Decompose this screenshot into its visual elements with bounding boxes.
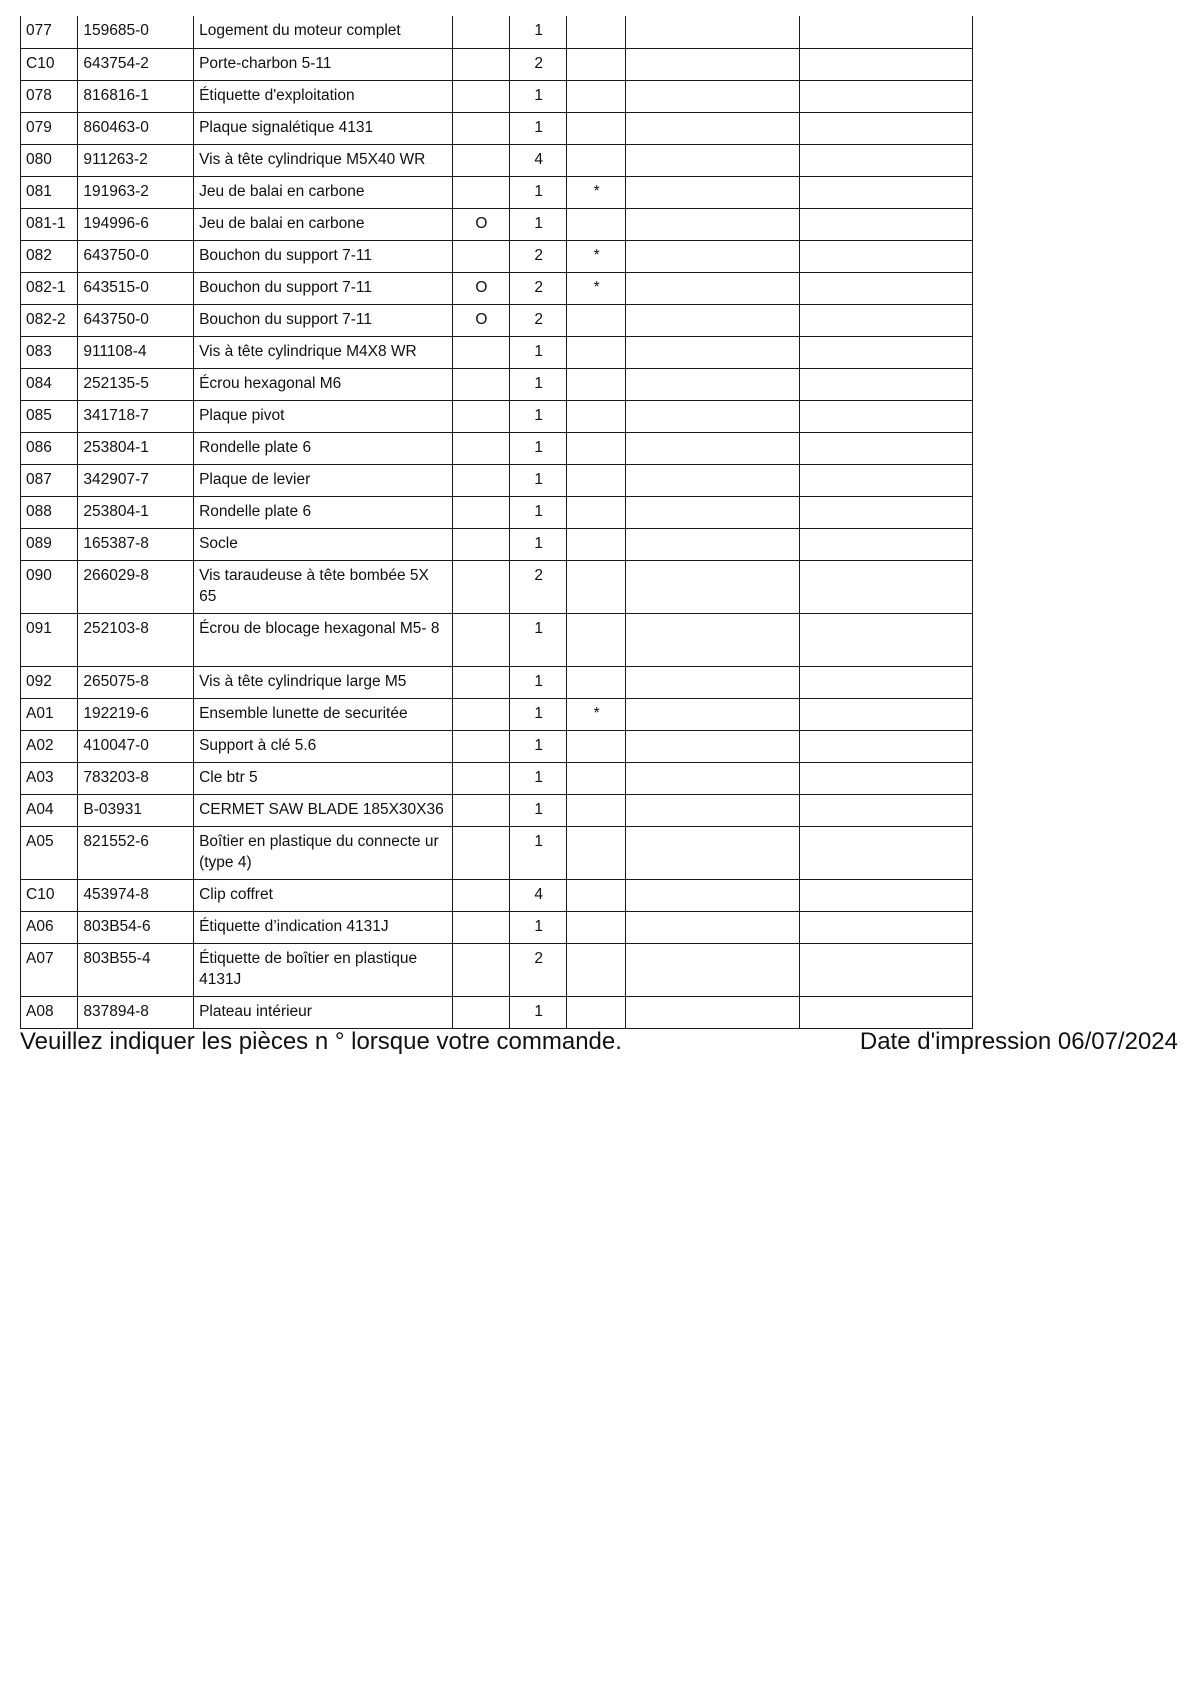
note-flag-cell	[567, 730, 625, 762]
blank-cell-1	[625, 911, 799, 943]
quantity-cell: 1	[510, 911, 567, 943]
parts-table-body	[21, 16, 973, 1028]
blank-cell-1	[625, 272, 799, 304]
description-cell: Plaque pivot	[194, 400, 453, 432]
note-flag-cell	[567, 613, 625, 666]
blank-cell-1	[625, 240, 799, 272]
item-number-cell: A07	[21, 943, 78, 996]
option-mark-cell: O	[452, 304, 509, 336]
blank-cell-1	[625, 400, 799, 432]
blank-cell-1	[625, 80, 799, 112]
table-row	[21, 80, 973, 112]
item-number-cell: 090	[21, 560, 78, 613]
option-mark-cell	[452, 432, 509, 464]
option-mark-cell: O	[452, 272, 509, 304]
description-cell: Ensemble lunette de securitée	[194, 698, 453, 730]
option-mark-cell	[452, 528, 509, 560]
description-cell: Bouchon du support 7-11	[194, 272, 453, 304]
note-flag-cell	[567, 943, 625, 996]
part-number-cell: 192219-6	[78, 698, 194, 730]
blank-cell-2	[799, 112, 972, 144]
table-row	[21, 528, 973, 560]
blank-cell-2	[799, 400, 972, 432]
description-cell: Vis taraudeuse à tête bombée 5X 65	[194, 560, 453, 613]
parts-table	[20, 16, 973, 1029]
note-flag-cell: *	[567, 698, 625, 730]
quantity-cell: 2	[510, 272, 567, 304]
blank-cell-1	[625, 496, 799, 528]
blank-cell-1	[625, 560, 799, 613]
option-mark-cell	[452, 16, 509, 48]
item-number-cell: A05	[21, 826, 78, 879]
option-mark-cell	[452, 996, 509, 1028]
part-number-cell: 252135-5	[78, 368, 194, 400]
blank-cell-2	[799, 666, 972, 698]
part-number-cell: 194996-6	[78, 208, 194, 240]
blank-cell-2	[799, 464, 972, 496]
blank-cell-1	[625, 528, 799, 560]
description-cell: Étiquette d’indication 4131J	[194, 911, 453, 943]
part-number-cell: 643754-2	[78, 48, 194, 80]
note-flag-cell	[567, 112, 625, 144]
part-number-cell: 159685-0	[78, 16, 194, 48]
description-cell: Porte-charbon 5-11	[194, 48, 453, 80]
part-number-cell: 253804-1	[78, 496, 194, 528]
option-mark-cell	[452, 911, 509, 943]
note-flag-cell: *	[567, 240, 625, 272]
part-number-cell: B-03931	[78, 794, 194, 826]
part-number-cell: 643750-0	[78, 240, 194, 272]
table-row	[21, 112, 973, 144]
quantity-cell: 1	[510, 464, 567, 496]
quantity-cell: 1	[510, 112, 567, 144]
part-number-cell: 410047-0	[78, 730, 194, 762]
item-number-cell: 092	[21, 666, 78, 698]
part-number-cell: 265075-8	[78, 666, 194, 698]
blank-cell-2	[799, 16, 972, 48]
note-flag-cell	[567, 48, 625, 80]
note-flag-cell	[567, 368, 625, 400]
blank-cell-2	[799, 879, 972, 911]
description-cell: Rondelle plate 6	[194, 432, 453, 464]
table-row	[21, 144, 973, 176]
blank-cell-2	[799, 528, 972, 560]
part-number-cell: 252103-8	[78, 613, 194, 666]
description-cell: Vis à tête cylindrique large M5	[194, 666, 453, 698]
table-row	[21, 272, 973, 304]
table-row	[21, 730, 973, 762]
quantity-cell: 1	[510, 794, 567, 826]
quantity-cell: 1	[510, 432, 567, 464]
description-cell: Boîtier en plastique du connecte ur (type 4)	[194, 826, 453, 879]
blank-cell-1	[625, 176, 799, 208]
quantity-cell: 1	[510, 16, 567, 48]
table-row	[21, 698, 973, 730]
part-number-cell: 643750-0	[78, 304, 194, 336]
item-number-cell: 081	[21, 176, 78, 208]
part-number-cell: 453974-8	[78, 879, 194, 911]
blank-cell-2	[799, 368, 972, 400]
blank-cell-2	[799, 208, 972, 240]
option-mark-cell	[452, 240, 509, 272]
description-cell: Plateau intérieur	[194, 996, 453, 1028]
option-mark-cell	[452, 48, 509, 80]
item-number-cell: C10	[21, 879, 78, 911]
note-flag-cell	[567, 560, 625, 613]
note-flag-cell	[567, 16, 625, 48]
note-flag-cell	[567, 208, 625, 240]
blank-cell-1	[625, 48, 799, 80]
note-flag-cell: *	[567, 272, 625, 304]
table-row	[21, 496, 973, 528]
quantity-cell: 1	[510, 698, 567, 730]
part-number-cell: 911108-4	[78, 336, 194, 368]
note-flag-cell	[567, 666, 625, 698]
item-number-cell: C10	[21, 48, 78, 80]
description-cell: Plaque de levier	[194, 464, 453, 496]
item-number-cell: 084	[21, 368, 78, 400]
order-instruction-note: Veuillez indiquer les pièces n ° lorsque votre commande.	[20, 1028, 622, 1055]
blank-cell-1	[625, 144, 799, 176]
quantity-cell: 1	[510, 336, 567, 368]
part-number-cell: 816816-1	[78, 80, 194, 112]
description-cell: Bouchon du support 7-11	[194, 304, 453, 336]
quantity-cell: 1	[510, 496, 567, 528]
item-number-cell: A04	[21, 794, 78, 826]
option-mark-cell	[452, 144, 509, 176]
table-row	[21, 16, 973, 48]
item-number-cell: A08	[21, 996, 78, 1028]
quantity-cell: 2	[510, 48, 567, 80]
description-cell: Clip coffret	[194, 879, 453, 911]
option-mark-cell: O	[452, 208, 509, 240]
description-cell: Écrou hexagonal M6	[194, 368, 453, 400]
option-mark-cell	[452, 560, 509, 613]
note-flag-cell	[567, 304, 625, 336]
description-cell: Écrou de blocage hexagonal M5- 8	[194, 613, 453, 666]
blank-cell-1	[625, 794, 799, 826]
part-number-cell: 342907-7	[78, 464, 194, 496]
quantity-cell: 1	[510, 996, 567, 1028]
table-row	[21, 48, 973, 80]
option-mark-cell	[452, 336, 509, 368]
blank-cell-2	[799, 943, 972, 996]
quantity-cell: 2	[510, 560, 567, 613]
item-number-cell: 081-1	[21, 208, 78, 240]
part-number-cell: 837894-8	[78, 996, 194, 1028]
quantity-cell: 1	[510, 666, 567, 698]
item-number-cell: 080	[21, 144, 78, 176]
option-mark-cell	[452, 794, 509, 826]
table-row	[21, 240, 973, 272]
quantity-cell: 4	[510, 144, 567, 176]
note-flag-cell	[567, 432, 625, 464]
blank-cell-1	[625, 16, 799, 48]
table-row	[21, 911, 973, 943]
table-row	[21, 304, 973, 336]
note-flag-cell	[567, 464, 625, 496]
blank-cell-1	[625, 336, 799, 368]
quantity-cell: 1	[510, 176, 567, 208]
item-number-cell: 087	[21, 464, 78, 496]
table-row	[21, 400, 973, 432]
quantity-cell: 2	[510, 240, 567, 272]
part-number-cell: 253804-1	[78, 432, 194, 464]
item-number-cell: 078	[21, 80, 78, 112]
blank-cell-2	[799, 48, 972, 80]
table-row	[21, 613, 973, 666]
part-number-cell: 165387-8	[78, 528, 194, 560]
blank-cell-1	[625, 432, 799, 464]
item-number-cell: 077	[21, 16, 78, 48]
note-flag-cell	[567, 996, 625, 1028]
table-row	[21, 368, 973, 400]
note-flag-cell	[567, 400, 625, 432]
table-row	[21, 432, 973, 464]
description-cell: Jeu de balai en carbone	[194, 208, 453, 240]
blank-cell-1	[625, 368, 799, 400]
part-number-cell: 803B54-6	[78, 911, 194, 943]
note-flag-cell	[567, 336, 625, 368]
description-cell: Rondelle plate 6	[194, 496, 453, 528]
description-cell: Vis à tête cylindrique M5X40 WR	[194, 144, 453, 176]
part-number-cell: 783203-8	[78, 762, 194, 794]
blank-cell-2	[799, 336, 972, 368]
blank-cell-2	[799, 613, 972, 666]
description-cell: Vis à tête cylindrique M4X8 WR	[194, 336, 453, 368]
note-flag-cell	[567, 80, 625, 112]
item-number-cell: 082-1	[21, 272, 78, 304]
part-number-cell: 803B55-4	[78, 943, 194, 996]
blank-cell-2	[799, 176, 972, 208]
item-number-cell: 079	[21, 112, 78, 144]
blank-cell-2	[799, 826, 972, 879]
blank-cell-1	[625, 879, 799, 911]
option-mark-cell	[452, 879, 509, 911]
blank-cell-1	[625, 996, 799, 1028]
table-row	[21, 336, 973, 368]
option-mark-cell	[452, 762, 509, 794]
description-cell: Support à clé 5.6	[194, 730, 453, 762]
blank-cell-2	[799, 144, 972, 176]
description-cell: Logement du moteur complet	[194, 16, 453, 48]
description-cell: Socle	[194, 528, 453, 560]
option-mark-cell	[452, 826, 509, 879]
blank-cell-1	[625, 943, 799, 996]
description-cell: CERMET SAW BLADE 185X30X36	[194, 794, 453, 826]
quantity-cell: 1	[510, 80, 567, 112]
description-cell: Plaque signalétique 4131	[194, 112, 453, 144]
quantity-cell: 1	[510, 730, 567, 762]
option-mark-cell	[452, 400, 509, 432]
blank-cell-1	[625, 698, 799, 730]
item-number-cell: 091	[21, 613, 78, 666]
item-number-cell: 086	[21, 432, 78, 464]
item-number-cell: 085	[21, 400, 78, 432]
note-flag-cell	[567, 911, 625, 943]
table-row	[21, 666, 973, 698]
note-flag-cell	[567, 496, 625, 528]
blank-cell-2	[799, 730, 972, 762]
blank-cell-1	[625, 112, 799, 144]
blank-cell-1	[625, 208, 799, 240]
item-number-cell: 082	[21, 240, 78, 272]
item-number-cell: 089	[21, 528, 78, 560]
part-number-cell: 266029-8	[78, 560, 194, 613]
blank-cell-1	[625, 613, 799, 666]
quantity-cell: 1	[510, 208, 567, 240]
part-number-cell: 191963-2	[78, 176, 194, 208]
blank-cell-2	[799, 794, 972, 826]
option-mark-cell	[452, 613, 509, 666]
option-mark-cell	[452, 943, 509, 996]
option-mark-cell	[452, 368, 509, 400]
blank-cell-2	[799, 698, 972, 730]
description-cell: Bouchon du support 7-11	[194, 240, 453, 272]
note-flag-cell	[567, 794, 625, 826]
blank-cell-2	[799, 432, 972, 464]
part-number-cell: 341718-7	[78, 400, 194, 432]
option-mark-cell	[452, 80, 509, 112]
note-flag-cell	[567, 144, 625, 176]
quantity-cell: 4	[510, 879, 567, 911]
item-number-cell: A01	[21, 698, 78, 730]
quantity-cell: 1	[510, 613, 567, 666]
blank-cell-2	[799, 304, 972, 336]
table-row	[21, 794, 973, 826]
note-flag-cell	[567, 879, 625, 911]
blank-cell-2	[799, 996, 972, 1028]
blank-cell-1	[625, 464, 799, 496]
table-row	[21, 996, 973, 1028]
table-row	[21, 560, 973, 613]
item-number-cell: A06	[21, 911, 78, 943]
table-row	[21, 879, 973, 911]
blank-cell-2	[799, 560, 972, 613]
option-mark-cell	[452, 112, 509, 144]
quantity-cell: 2	[510, 304, 567, 336]
part-number-cell: 860463-0	[78, 112, 194, 144]
blank-cell-1	[625, 762, 799, 794]
description-cell: Jeu de balai en carbone	[194, 176, 453, 208]
item-number-cell: A02	[21, 730, 78, 762]
item-number-cell: 088	[21, 496, 78, 528]
item-number-cell: 082-2	[21, 304, 78, 336]
quantity-cell: 1	[510, 400, 567, 432]
blank-cell-2	[799, 80, 972, 112]
blank-cell-2	[799, 911, 972, 943]
blank-cell-1	[625, 730, 799, 762]
table-row	[21, 943, 973, 996]
option-mark-cell	[452, 176, 509, 208]
part-number-cell: 911263-2	[78, 144, 194, 176]
print-date: Date d'impression 06/07/2024	[859, 1028, 1178, 1055]
description-cell: Étiquette d'exploitation	[194, 80, 453, 112]
quantity-cell: 1	[510, 826, 567, 879]
option-mark-cell	[452, 464, 509, 496]
blank-cell-2	[799, 496, 972, 528]
quantity-cell: 1	[510, 528, 567, 560]
part-number-cell: 643515-0	[78, 272, 194, 304]
note-flag-cell	[567, 762, 625, 794]
option-mark-cell	[452, 666, 509, 698]
quantity-cell: 1	[510, 762, 567, 794]
table-row	[21, 762, 973, 794]
option-mark-cell	[452, 698, 509, 730]
blank-cell-2	[799, 762, 972, 794]
blank-cell-2	[799, 272, 972, 304]
item-number-cell: 083	[21, 336, 78, 368]
note-flag-cell	[567, 826, 625, 879]
item-number-cell: A03	[21, 762, 78, 794]
blank-cell-1	[625, 826, 799, 879]
option-mark-cell	[452, 496, 509, 528]
description-cell: Étiquette de boîtier en plastique 4131J	[194, 943, 453, 996]
blank-cell-1	[625, 304, 799, 336]
table-row	[21, 826, 973, 879]
note-flag-cell: *	[567, 176, 625, 208]
option-mark-cell	[452, 730, 509, 762]
quantity-cell: 1	[510, 368, 567, 400]
blank-cell-1	[625, 666, 799, 698]
description-cell: Cle btr 5	[194, 762, 453, 794]
blank-cell-2	[799, 240, 972, 272]
note-flag-cell	[567, 528, 625, 560]
quantity-cell: 2	[510, 943, 567, 996]
table-row	[21, 176, 973, 208]
table-row	[21, 208, 973, 240]
part-number-cell: 821552-6	[78, 826, 194, 879]
table-row	[21, 464, 973, 496]
